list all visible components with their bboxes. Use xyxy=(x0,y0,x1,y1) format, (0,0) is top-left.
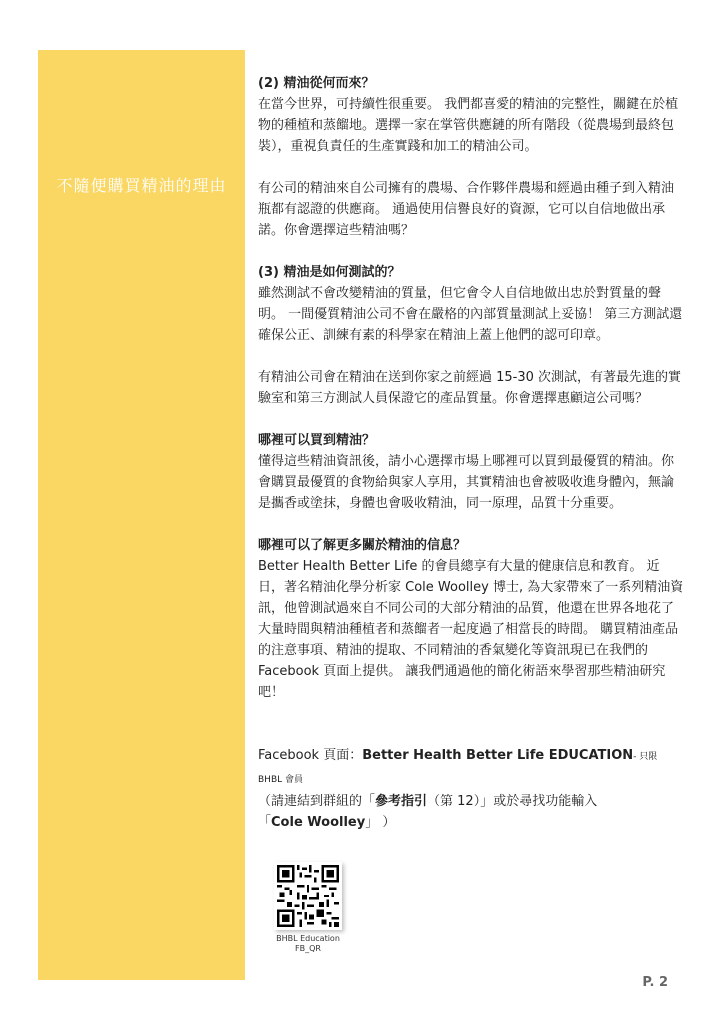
qr-caption-line-2: FB_QR xyxy=(295,944,321,953)
reference-guide-label: 參考指引 xyxy=(375,794,428,809)
qr-code-icon xyxy=(277,865,339,927)
section-2-paragraph-2: 有公司的精油來自公司擁有的農場、合作夥伴農場和經過由種子到入精油瓶都有認證的供應商。 通過使用信譽良好的資源，它可以自信地做出承諾。你會選擇這些精油嗎？ xyxy=(258,181,675,238)
facebook-line-2 xyxy=(258,791,684,812)
qr-code-card[interactable] xyxy=(274,862,342,930)
facebook-line-3 xyxy=(258,812,684,833)
facebook-page-name[interactable]: Better Health Better Life EDUCATION xyxy=(362,748,634,763)
where-to-buy-heading: 哪裡可以買到精油？ xyxy=(258,433,376,448)
section-3-heading: (3) 精油是如何測試的？ xyxy=(258,265,401,280)
facebook-line-3-text-a: 「 xyxy=(258,815,272,830)
qr-block xyxy=(272,862,344,954)
section-2-heading: (2) 精油從何而來？ xyxy=(258,76,375,91)
where-to-buy-paragraph: 懂得這些精油資訊後，請小心選擇市場上哪裡可以買到最優質的精油。你會購買最優質的食物給與家人享用，其實精油也會被吸收進身體內，無論是攜香或塗抹，身體也會吸收精油，同一原理，品質十分重要。 xyxy=(258,454,675,511)
facebook-line-2-text-a: （請連結到群組的「 xyxy=(258,794,376,809)
section-3-paragraph-1: 雖然測試不會改變精油的質量，但它會令人自信地做出忠於對質量的聲明。 一間優質精油公司不會在嚴格的內部質量測試上妥協！ 第三方測試還確保公正、訓練有素的科學家在精油上蓋上他們的認可印章。 xyxy=(258,286,683,343)
page-number: P. 2 xyxy=(642,975,668,990)
search-keyword: Cole Woolley xyxy=(271,815,366,830)
qr-caption-line-1: BHBL Education xyxy=(276,934,340,943)
section-3-paragraph-2: 有精油公司會在精油在送到你家之前經過 15-30 次測試，有著最先進的實驗室和第三方測試人員保證它的產品質量。你會選擇惠顧這公司嗎？ xyxy=(258,370,682,406)
more-info-paragraph: Better Health Better Life 的會員總享有大量的健康信息和教育。 近日，著名精油化學分析家 Cole Woolley 博士, 為大家帶來了一系列精油資訊，他曾測試過來自不同公司的大部分精油的品質，他還在世界各地花了大量時間與精油種植者和蒸餾者一起度過了相當長的時間。 購買精油產品的注意事項、精油的提取、不同精油的香氣變化等資訊現已在我們的 Facebook 頁面上提供。 讓我們通過他的簡化術語來學習那些精油研究吧！ xyxy=(258,559,684,700)
main-content xyxy=(258,73,684,833)
facebook-line-3-text-b: 」 ） xyxy=(365,815,396,830)
facebook-line-1 xyxy=(258,745,684,791)
more-info-heading: 哪裡可以了解更多關於精油的信息？ xyxy=(258,538,467,553)
sidebar xyxy=(38,50,245,980)
members-note: - 只限 BHBL 會員 xyxy=(258,752,658,785)
facebook-prefix: Facebook 頁面： xyxy=(258,748,363,763)
facebook-line-2-text-b: （第 12）」或於尋找功能輸入 xyxy=(427,794,598,809)
section-2-paragraph-1: 在當今世界，可持續性很重要。 我們都喜愛的精油的完整性，關鍵在於植物的種植和蒸餾地。選擇一家在掌管供應鏈的所有階段（從農場到最終包裝），重視負責任的生產實踐和加工的精油公司。 xyxy=(258,97,679,154)
sidebar-title: 不隨便購買精油的理由 xyxy=(56,176,227,195)
